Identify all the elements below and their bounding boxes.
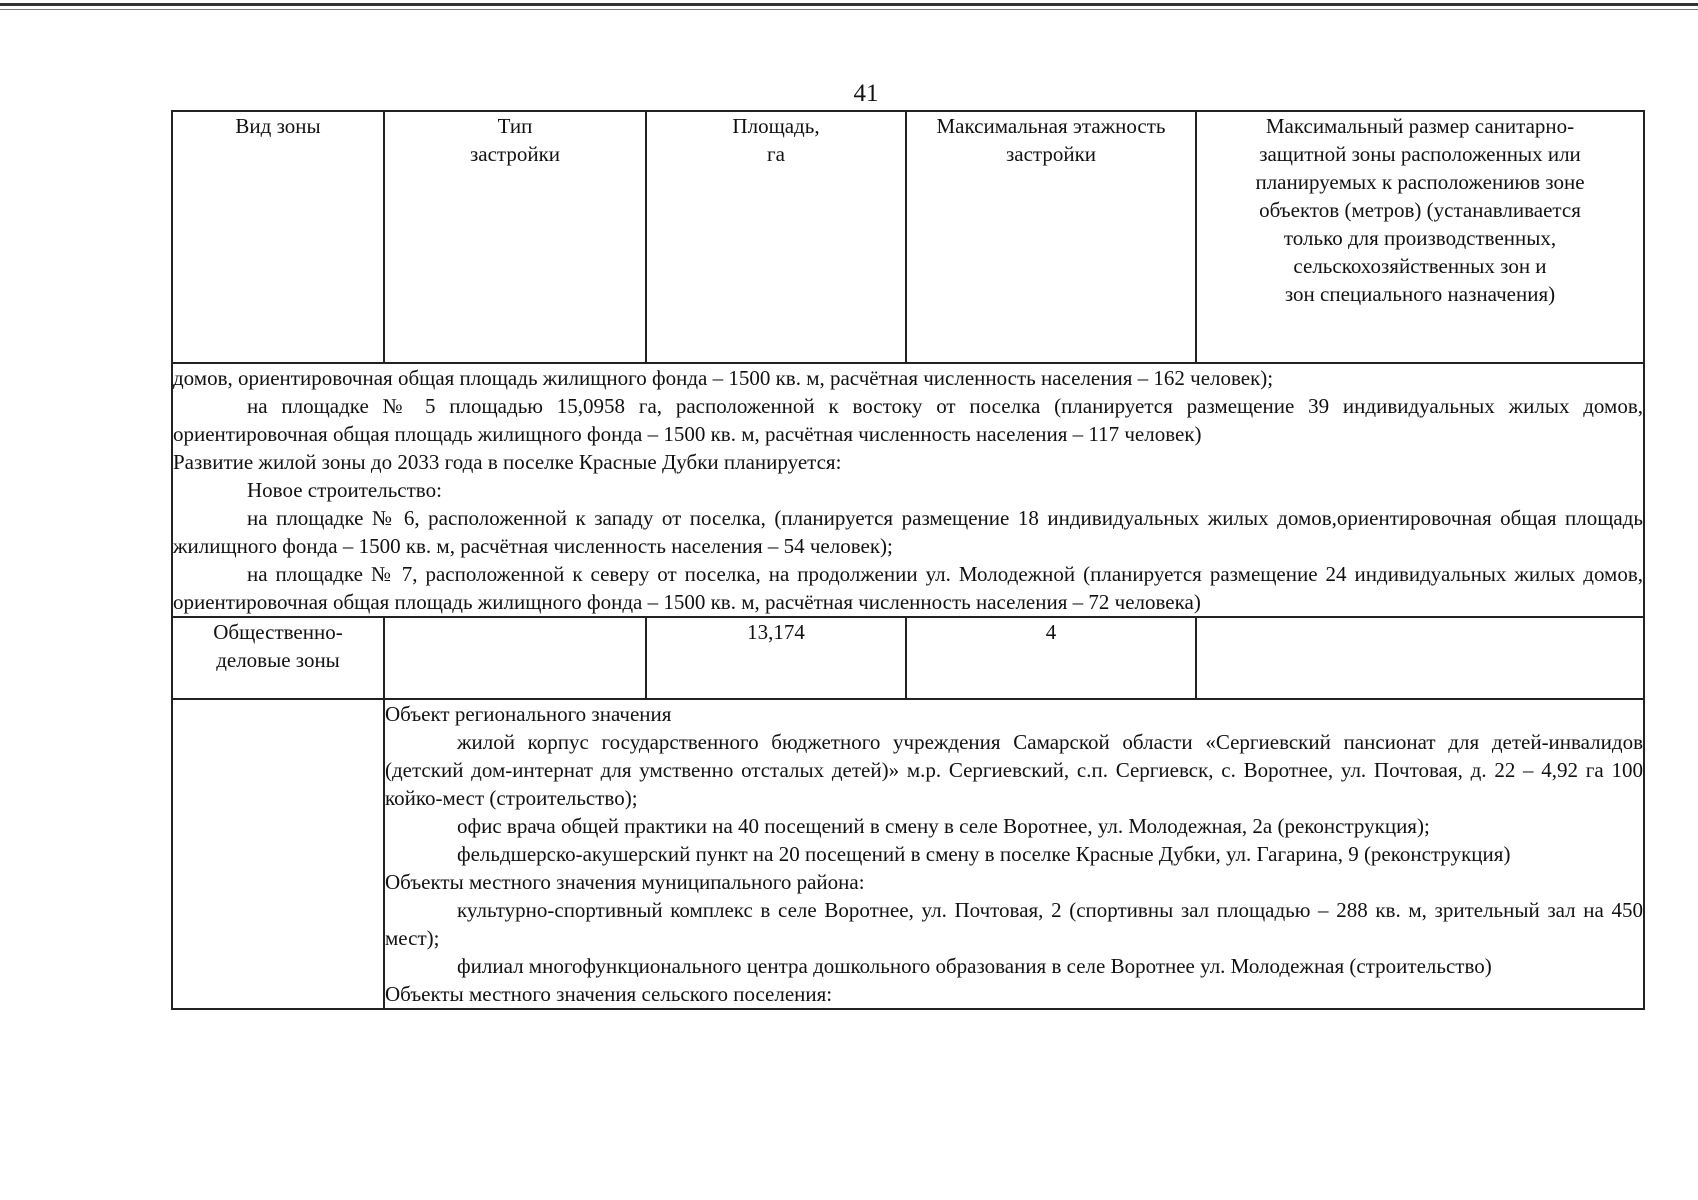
text-line: Площадь, <box>732 114 820 138</box>
zone-area-cell: 13,174 <box>646 617 906 699</box>
cell-text <box>911 112 1191 168</box>
paragraph: Развитие жилой зоны до 2033 года в поселке Красные Дубки планируется: <box>173 450 842 474</box>
objects-row <box>172 699 1644 1009</box>
residential-continuation-row <box>172 363 1644 617</box>
paragraph: на площадке № 7, расположенной к северу от поселка, на продолжении ул. Молодежной (планируется размещение 24 индивидуальных жилых домов, ориентировочная общая площадь жилищного фонда – 1500 кв. м, расчётная численность населения – 72 человека) <box>173 562 1643 614</box>
text-line: Общественно- <box>213 620 343 644</box>
text-line: защитной зоны расположенных или <box>1259 142 1581 166</box>
text-line: Максимальная этажность <box>936 114 1166 138</box>
objects-cell <box>384 699 1644 1009</box>
paragraph: жилой корпус государственного бюджетного учреждения Самарской области «Сергиевский пансионат для детей-инвалидов (детский дом-интернат для умственно отсталых детей)» м.р. Сергиевский, с.п. Сергиевск, с. Воротнее, ул. Почтовая, д. 22 – 4,92 га 100 койко-мест (строительство); <box>385 730 1643 810</box>
cell-text <box>651 112 901 168</box>
paragraph: домов, ориентировочная общая площадь жилищного фонда – 1500 кв. м, расчётная численность населения – 162 человек); <box>173 366 1274 390</box>
cell-text <box>173 618 383 674</box>
zone-sanitary-cell <box>1196 617 1644 699</box>
table-row <box>172 617 1644 699</box>
text-line: застройки <box>469 142 561 166</box>
residential-continuation-cell <box>172 363 1644 617</box>
paragraph: Объекты местного значения муниципального района: <box>385 870 865 894</box>
top-border-thin-line <box>0 9 1698 10</box>
table-header-row <box>172 111 1644 363</box>
header-building-type <box>384 111 646 363</box>
paragraph: Новое строительство: <box>247 478 442 502</box>
top-border-line <box>0 3 1698 6</box>
zone-type-cell <box>384 617 646 699</box>
text-line: Вид зоны <box>235 114 321 138</box>
text-line: только для производственных, <box>1283 226 1557 250</box>
zoning-table <box>171 110 1645 1010</box>
page-number: 41 <box>853 80 879 107</box>
text-line: объектов (метров) (устанавливается <box>1259 198 1581 222</box>
paragraph: на площадке № 5 площадью 15,0958 га, расположенной к востоку от поселка (планируется размещение 39 индивидуальных жилых домов, ориентировочная общая площадь жилищного фонда – 1500 кв. м, расчётная численность населения – 117 человек) <box>173 394 1643 446</box>
text-line: деловые зоны <box>216 648 340 672</box>
paragraph: Объекты местного значения сельского поселения: <box>385 982 833 1006</box>
paragraph: на площадке № 6, расположенной к западу от поселка, (планируется размещение 18 индивидуальных жилых домов,ориентировочная общая площадь жилищного фонда – 1500 кв. м, расчётная численность населения – 54 человек); <box>173 506 1643 558</box>
text-line: га <box>767 142 785 166</box>
text-line: сельскохозяйственных зон и <box>1293 254 1547 278</box>
header-area <box>646 111 906 363</box>
paragraph: филиал многофункционального центра дошкольного образования в селе Воротнее ул. Молодежная (строительство) <box>457 954 1492 978</box>
zone-floors-cell: 4 <box>906 617 1196 699</box>
text-line: зон специального назначения) <box>1284 282 1556 306</box>
text-line: Тип <box>497 114 533 138</box>
paragraph: культурно-спортивный комплекс в селе Воротнее, ул. Почтовая, 2 (спортивны зал площадью – 288 кв. м, зрительный зал на 450 мест); <box>385 898 1643 950</box>
zone-name-cell <box>172 617 384 699</box>
text-line: планируемых к расположениюв зоне <box>1255 170 1585 194</box>
text-line: застройки <box>1005 142 1097 166</box>
cell-text <box>1201 112 1639 308</box>
paragraph: фельдшерско-акушерский пункт на 20 посещений в смену в поселке Красные Дубки, ул. Гагарина, 9 (реконструкция) <box>457 842 1511 866</box>
paragraph: офис врача общей практики на 40 посещений в смену в селе Воротнее, ул. Молодежная, 2а (реконструкция); <box>457 814 1430 838</box>
cell-text <box>389 112 641 168</box>
paragraph: Объект регионального значения <box>385 702 672 726</box>
header-max-floors <box>906 111 1196 363</box>
cell-text <box>177 112 379 140</box>
text-line: Максимальный размер санитарно- <box>1265 114 1575 138</box>
header-sanitary-zone <box>1196 111 1644 363</box>
header-zone-type <box>172 111 384 363</box>
objects-empty-cell <box>172 699 384 1009</box>
